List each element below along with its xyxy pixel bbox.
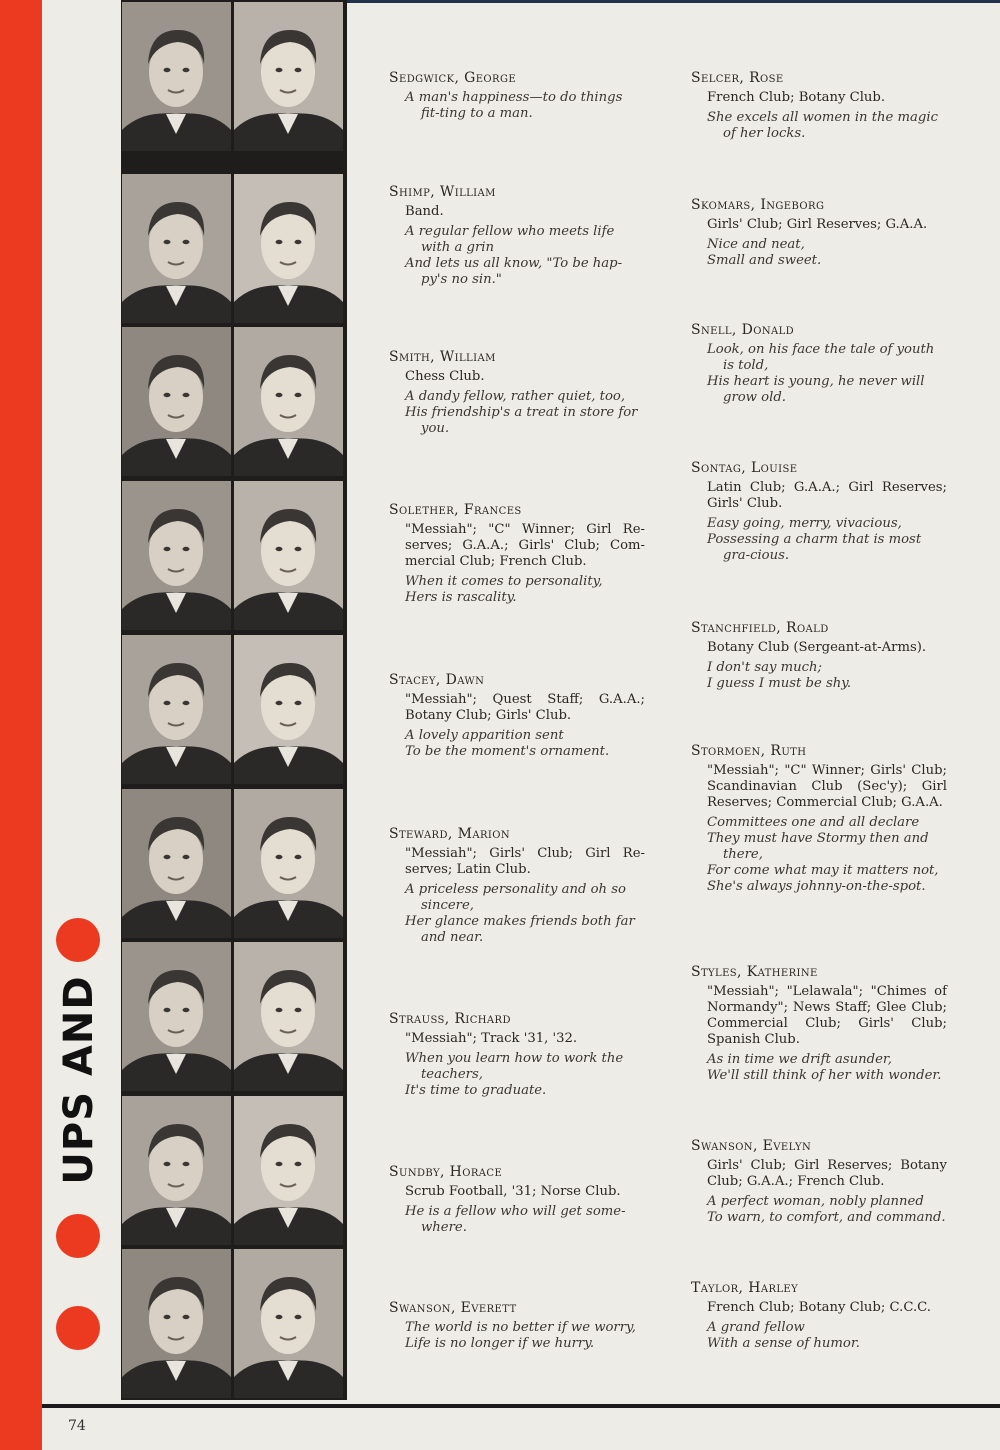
student-entry bbox=[691, 460, 947, 564]
quote-line: Small and sweet. bbox=[707, 253, 822, 268]
quote-line: I don't say much; bbox=[707, 660, 822, 675]
student-quote bbox=[691, 815, 947, 895]
student-quote bbox=[691, 237, 947, 269]
student-activities: French Club; Botany Club. bbox=[707, 90, 886, 105]
student-quote bbox=[389, 882, 645, 946]
student-name: Stormoen, Ruth bbox=[691, 743, 807, 759]
student-quote bbox=[389, 574, 645, 606]
student-name: Sedgwick, George bbox=[389, 70, 517, 86]
student-entry bbox=[691, 322, 947, 406]
student-activities: "Messiah"; "Lelawala"; "Chimes of Normandy"; News Staff; Glee Club; Commercial Club; Girls' Club; Spanish Club. bbox=[707, 984, 947, 1047]
student-entry bbox=[389, 70, 645, 122]
quote-line: The world is no better if we worry, bbox=[405, 1320, 636, 1335]
quote-line: As in time we drift asunder, bbox=[707, 1052, 892, 1067]
quote-line: Hers is rascality. bbox=[405, 590, 517, 605]
student-name: Taylor, Harley bbox=[691, 1280, 799, 1296]
student-activities: Band. bbox=[405, 204, 444, 219]
quote-line: When it comes to personality, bbox=[405, 574, 603, 589]
student-activities: Scrub Football, '31; Norse Club. bbox=[405, 1184, 621, 1199]
quote-line: They must have Stormy then and there, bbox=[707, 831, 929, 862]
student-activities: "Messiah"; Track '31, '32. bbox=[405, 1031, 578, 1046]
student-activities: Girls' Club; Girl Reserves; G.A.A. bbox=[707, 217, 928, 232]
student-quote bbox=[389, 389, 645, 437]
quote-line: His friendship's a treat in store for you. bbox=[405, 405, 638, 436]
student-name: Selcer, Rose bbox=[691, 70, 784, 86]
student-name: Stacey, Dawn bbox=[389, 672, 485, 688]
quote-line: Look, on his face the tale of youth is told, bbox=[707, 342, 935, 373]
student-name: Steward, Marion bbox=[389, 826, 510, 842]
quote-line: Easy going, merry, vivacious, bbox=[707, 516, 902, 531]
student-name: Stanchfield, Roald bbox=[691, 620, 829, 636]
student-portrait bbox=[122, 481, 231, 630]
side-heading: UPS AND bbox=[56, 975, 102, 1185]
student-quote bbox=[691, 1052, 947, 1084]
student-quote bbox=[691, 1194, 947, 1226]
red-dot-icon bbox=[56, 918, 100, 962]
student-name: Shimp, William bbox=[389, 184, 496, 200]
student-quote bbox=[691, 1320, 947, 1352]
student-activities: Botany Club (Sergeant-at-Arms). bbox=[707, 640, 927, 655]
quote-line: We'll still think of her with wonder. bbox=[707, 1068, 942, 1083]
student-quote bbox=[389, 1051, 645, 1099]
student-entry bbox=[691, 197, 947, 269]
quote-line: To be the moment's ornament. bbox=[405, 744, 610, 759]
student-entry bbox=[691, 70, 947, 142]
bottom-rule bbox=[42, 1404, 1000, 1408]
student-entry bbox=[389, 1300, 645, 1352]
student-name: Solether, Frances bbox=[389, 502, 522, 518]
student-portrait bbox=[122, 2, 231, 151]
student-entry bbox=[389, 1164, 645, 1236]
student-portrait bbox=[122, 174, 231, 323]
red-margin-bar bbox=[0, 0, 42, 1450]
student-portrait bbox=[122, 942, 231, 1091]
portrait-strip bbox=[121, 0, 347, 1400]
student-name: Skomars, Ingeborg bbox=[691, 197, 825, 213]
student-name: Swanson, Evelyn bbox=[691, 1138, 812, 1154]
student-quote bbox=[389, 1320, 645, 1352]
student-quote bbox=[691, 342, 947, 406]
student-portrait bbox=[234, 1249, 343, 1398]
student-activities: Girls' Club; Girl Reserves; Botany Club; G.A.A.; French Club. bbox=[707, 1158, 947, 1189]
student-quote bbox=[389, 1204, 645, 1236]
student-name: Smith, William bbox=[389, 349, 496, 365]
student-portrait bbox=[122, 1249, 231, 1398]
quote-line: A perfect woman, nobly planned bbox=[707, 1194, 924, 1209]
student-entry bbox=[389, 672, 645, 760]
student-activities: "Messiah"; "C" Winner; Girl Re-serves; G.A.A.; Girls' Club; Com-mercial Club; French Club. bbox=[405, 522, 645, 569]
student-name: Snell, Donald bbox=[691, 322, 795, 338]
quote-line: And lets us all know, "To be hap-py's no sin." bbox=[405, 256, 623, 287]
student-portrait bbox=[234, 174, 343, 323]
quote-line: When you learn how to work the teachers, bbox=[405, 1051, 624, 1082]
quote-line: To warn, to comfort, and command. bbox=[707, 1210, 946, 1225]
quote-line: A dandy fellow, rather quiet, too, bbox=[405, 389, 626, 404]
student-activities: Latin Club; G.A.A.; Girl Reserves; Girls' Club. bbox=[707, 480, 947, 511]
student-portrait bbox=[122, 1096, 231, 1245]
quote-line: She's always johnny-on-the-spot. bbox=[707, 879, 926, 894]
student-activities: French Club; Botany Club; C.C.C. bbox=[707, 1300, 931, 1315]
student-entry bbox=[691, 743, 947, 895]
student-entry bbox=[389, 349, 645, 437]
top-edge bbox=[344, 0, 1000, 3]
quote-line: A man's happiness—to do things fit-ting to a man. bbox=[405, 90, 623, 121]
student-entry bbox=[691, 1138, 947, 1226]
student-entry bbox=[389, 184, 645, 288]
quote-line: Possessing a charm that is most gra-cious. bbox=[707, 532, 922, 563]
quote-line: With a sense of humor. bbox=[707, 1336, 860, 1351]
student-name: Styles, Katherine bbox=[691, 964, 818, 980]
quote-line: His heart is young, he never will grow old. bbox=[707, 374, 925, 405]
quote-line: A regular fellow who meets life with a grin bbox=[405, 224, 615, 255]
student-portrait bbox=[234, 635, 343, 784]
quote-line: For come what may it matters not, bbox=[707, 863, 939, 878]
student-quote bbox=[389, 90, 645, 122]
student-entry bbox=[389, 502, 645, 606]
quote-line: Committees one and all declare bbox=[707, 815, 920, 830]
quote-line: She excels all women in the magic of her locks. bbox=[707, 110, 938, 141]
student-portrait bbox=[234, 789, 343, 938]
student-quote bbox=[389, 224, 645, 288]
student-activities: "Messiah"; Quest Staff; G.A.A.; Botany Club; Girls' Club. bbox=[405, 692, 645, 723]
student-name: Strauss, Richard bbox=[389, 1011, 511, 1027]
student-portrait bbox=[122, 327, 231, 476]
student-portrait bbox=[234, 1096, 343, 1245]
student-name: Sundby, Horace bbox=[389, 1164, 503, 1180]
student-name: Swanson, Everett bbox=[389, 1300, 517, 1316]
student-portrait bbox=[234, 327, 343, 476]
quote-line: A priceless personality and oh so sincere, bbox=[405, 882, 626, 913]
student-entry bbox=[691, 1280, 947, 1352]
student-activities: "Messiah"; "C" Winner; Girls' Club; Scandinavian Club (Sec'y); Girl Reserves; Commercial Club; G.A.A. bbox=[707, 763, 947, 810]
quote-line: Life is no longer if we hurry. bbox=[405, 1336, 595, 1351]
red-dot-icon bbox=[56, 1214, 100, 1258]
student-activities: Chess Club. bbox=[405, 369, 485, 384]
red-dot-icon bbox=[56, 1306, 100, 1350]
student-portrait bbox=[122, 635, 231, 784]
student-portrait bbox=[234, 481, 343, 630]
quote-line: Her glance makes friends both far and near. bbox=[405, 914, 635, 945]
quote-line: A lovely apparition sent bbox=[405, 728, 564, 743]
student-entry bbox=[691, 964, 947, 1084]
student-activities: "Messiah"; Girls' Club; Girl Re-serves; Latin Club. bbox=[405, 846, 645, 877]
student-portrait bbox=[122, 789, 231, 938]
student-entry bbox=[389, 1011, 645, 1099]
student-portrait bbox=[234, 2, 343, 151]
student-quote bbox=[691, 110, 947, 142]
quote-line: Nice and neat, bbox=[707, 237, 805, 252]
student-entry bbox=[691, 620, 947, 692]
student-portrait bbox=[234, 942, 343, 1091]
student-quote bbox=[691, 660, 947, 692]
student-quote bbox=[691, 516, 947, 564]
student-entry bbox=[389, 826, 645, 946]
student-quote bbox=[389, 728, 645, 760]
page-number: 74 bbox=[68, 1418, 86, 1434]
quote-line: I guess I must be shy. bbox=[707, 676, 852, 691]
quote-line: It's time to graduate. bbox=[405, 1083, 547, 1098]
quote-line: A grand fellow bbox=[707, 1320, 805, 1335]
quote-line: He is a fellow who will get some-where. bbox=[405, 1204, 626, 1235]
student-name: Sontag, Louise bbox=[691, 460, 798, 476]
